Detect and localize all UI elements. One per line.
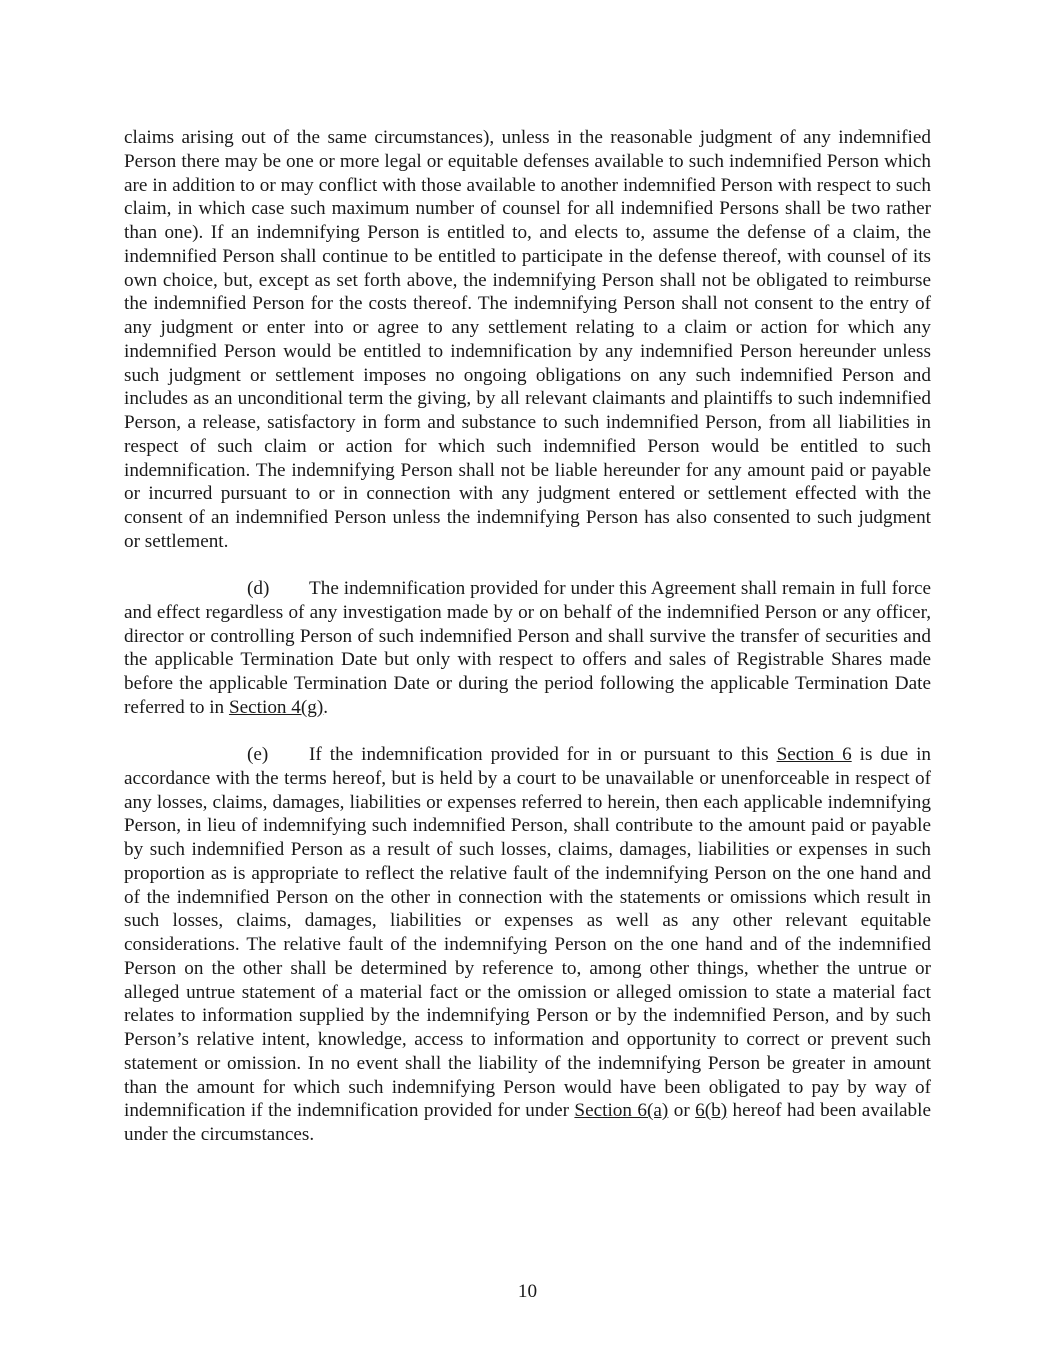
paragraph-c-continued: claims arising out of the same circumstances), unless in the reasonable judgment of any indemnified Person there may be one or more legal or equitable defenses available to such indemnified Person which are in addition to or may conflict with those available to another indemnified Person with respect to such claim, in which case such maximum number of counsel for all indemnified Persons shall be two rather than one). If an indemnifying Person is entitled to, and elects to, assume the defense of a claim, the indemnified Person shall continue to be entitled to participate in the defense thereof, with counsel of its own choice, but, except as set forth above, the indemnifying Person shall not be obligated to reimburse the indemnified Person for the costs thereof. The indemnifying Person shall not consent to the entry of any judgment or enter into or agree to any settlement relating to a claim or action for which any indemnified Person would be entitled to indemnification by any indemnified Person hereunder unless such judgment or settlement imposes no ongoing obligations on any such indemnified Person and includes as an unconditional term the giving, by all relevant claimants and plaintiffs to such indemnified Person, a release, satisfactory in form and substance to such indemnified Person, from all liabilities in respect of such claim or action for which such indemnified Person would be entitled to such indemnification. The indemnifying Person shall not be liable hereunder for any amount paid or payable or incurred pursuant to or in connection with any judgment entered or settlement effected with the consent of an indemnified Person unless the indemnifying Person has also consented to such judgment or settlement. [124, 127, 931, 552]
section-reference-6: Section 6 [776, 744, 852, 765]
section-reference-4g: Section 4(g) [228, 696, 324, 718]
paragraph-d-text: The indemnification provided for under this Agreement shall remain in full force and effect regardless of any investigation made by or on behalf of the indemnified Person or any officer, director or controlling Person of such indemnified Person and shall survive the transfer of securities and the applicable Termination Date but only with respect to offers and sales of Registrable Shares made before the applicable Termination Date or during the period following the applicable Termination Date referred to in [124, 578, 931, 718]
section-reference-6b: 6(b) [695, 1100, 728, 1122]
paragraph-e-text: If the indemnification provided for in or pursuant to this [309, 744, 777, 765]
clause-label-d: (d) [247, 578, 270, 599]
paragraph-e-text-3: or [668, 1100, 696, 1122]
paragraph-d-text-end: . [323, 696, 329, 718]
paragraph-e-text-4: hereof had been available under the circumstances. [124, 1100, 931, 1145]
paragraph-e [124, 743, 931, 1147]
section-reference-6a: Section 6(a) [574, 1100, 669, 1122]
paragraph-d [124, 577, 931, 720]
clause-label-e: (e) [247, 744, 269, 765]
page-number: 10 [517, 1281, 538, 1302]
paragraph-e-text-2: is due in accordance with the terms hereof, but is held by a court to be unavailable or unenforceable in respect of any losses, claims, damages, liabilities or expenses referred to herein, then each applicable indemnifying Person, in lieu of indemnifying such indemnified Person, shall contribute to the amount paid or payable by such indemnified Person as a result of such losses, claims, damages, liabilities or expenses in such proportion as is appropriate to reflect the relative fault of the indemnifying Person on the one hand and of the indemnified Person on the other in connection with the statements or omissions which result in such losses, claims, damages, liabilities or expenses as well as any other relevant equitable considerations. The relative fault of the indemnifying Person on the one hand and of the indemnified Person on the other shall be determined by reference to, among other things, whether the untrue or alleged untrue statement of a material fact or the omission or alleged omission to state a material fact relates to information supplied by the indemnifying Person or by the indemnified Person, and by such Person’s relative intent, knowledge, access to information and opportunity to correct or prevent such statement or omission. In no event shall the liability of the indemnifying Person be greater in amount than the amount for which such indemnifying Person would have been obligated to pay by way of indemnification if the indemnification provided for under [124, 744, 932, 1122]
document-page [124, 126, 931, 1147]
